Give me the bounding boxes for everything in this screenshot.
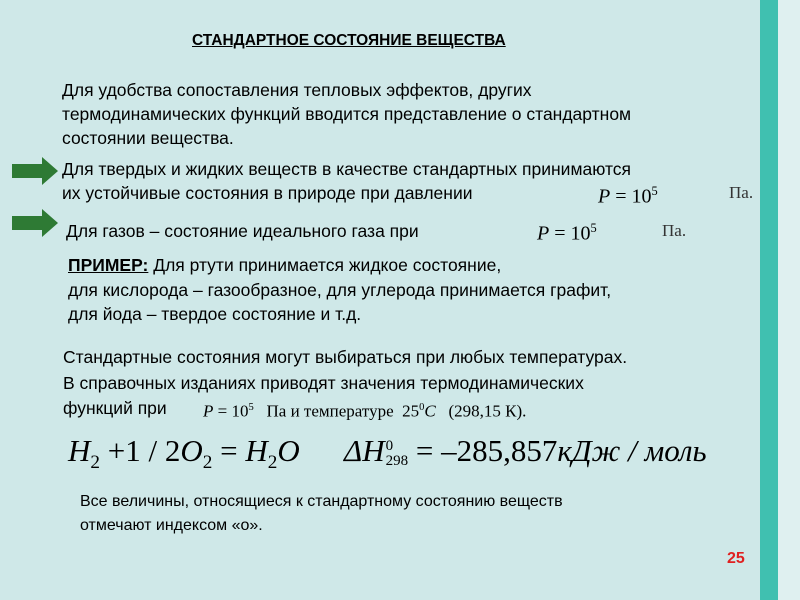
standard-temp-unit: C [424,401,436,421]
reaction-o2-sub: 2 [202,452,213,474]
standard-temp-sup: 0 [419,402,425,413]
arrow-right-icon [12,209,60,237]
decorative-stripe-light [778,0,800,600]
reaction-h2: H [68,433,91,468]
standard-temp: 25 [402,401,420,421]
pressure-p: P [598,185,611,208]
example-line-1 [68,254,501,276]
standard-unit-text: Па и температуре [266,401,394,421]
enthalpy-unit: кДж / моль [557,433,707,468]
standard-formula [203,396,526,424]
enthalpy-delta: ΔH [344,433,385,468]
reaction-equation [68,431,300,483]
intro-line-1: Для удобства сопоставления тепловых эффектов, других [62,80,532,100]
reaction-eq: = [220,433,238,468]
example-label: ПРИМЕР: [68,255,149,275]
enthalpy-sup: 0 [385,437,394,454]
example-line-3: для йода – твердое состояние и т.д. [68,304,362,324]
reaction-o2: O [180,433,203,468]
page-number: 25 [727,550,745,567]
pressure-formula-2 [537,215,597,247]
reaction-h2-sub: 2 [90,452,100,474]
standard-line-1: Стандартные состояния могут выбираться при любых температурах. [63,347,628,367]
reaction-h2o-sub: 2 [267,452,278,474]
pressure-base: 10 [631,185,652,208]
pressure-base: 10 [231,401,249,421]
enthalpy-equation [344,431,707,471]
pressure-eq: = [615,185,627,208]
pressure-unit-1: Па. [729,183,754,202]
pressure-base: 10 [570,222,591,245]
point2-line: Для газов – состояние идеального газа при [66,221,419,241]
point1-line-2: их устойчивые состояния в природе при давлении [62,183,473,203]
point1-line-1: Для твердых и жидких веществ в качестве стандартных принимаются [62,159,632,179]
pressure-exp: 5 [651,184,658,198]
pressure-eq: = [554,222,566,245]
example-text-1: Для ртути принимается жидкое состояние, [148,255,502,275]
decorative-stripe-teal [760,0,778,600]
intro-line-3: состоянии вещества. [62,128,234,148]
pressure-p: P [537,222,550,245]
standard-kelvin: (298,15 К). [448,401,527,421]
enthalpy-value: = –285,857 [415,433,558,468]
enthalpy-indices [386,439,409,469]
reaction-h2o-h: H [245,433,268,468]
intro-line-2: термодинамических функций вводится представление о стандартном [62,104,632,124]
pressure-exp: 5 [590,221,597,235]
standard-line-3: функций при [63,398,167,418]
pressure-unit-2: Па. [662,221,687,240]
reaction-plus: +1 / 2 [107,433,181,468]
pressure-p: P [203,401,214,421]
arrow-right-icon [12,157,60,185]
footer-line-2: отмечают индексом «о». [80,517,263,534]
example-line-2: для кислорода – газообразное, для углерода принимается графит, [68,280,612,300]
pressure-eq: = [217,401,228,421]
slide-title: СТАНДАРТНОЕ СОСТОЯНИЕ ВЕЩЕСТВА [192,32,506,49]
pressure-formula-1 [598,178,658,210]
pressure-exp: 5 [248,402,254,413]
enthalpy-sub: 298 [385,452,409,469]
reaction-h2o-o: O [277,433,300,468]
standard-line-2: В справочных изданиях приводят значения термодинамических [63,373,584,393]
footer-line-1: Все величины, относящиеся к стандартному состоянию веществ [80,493,563,510]
